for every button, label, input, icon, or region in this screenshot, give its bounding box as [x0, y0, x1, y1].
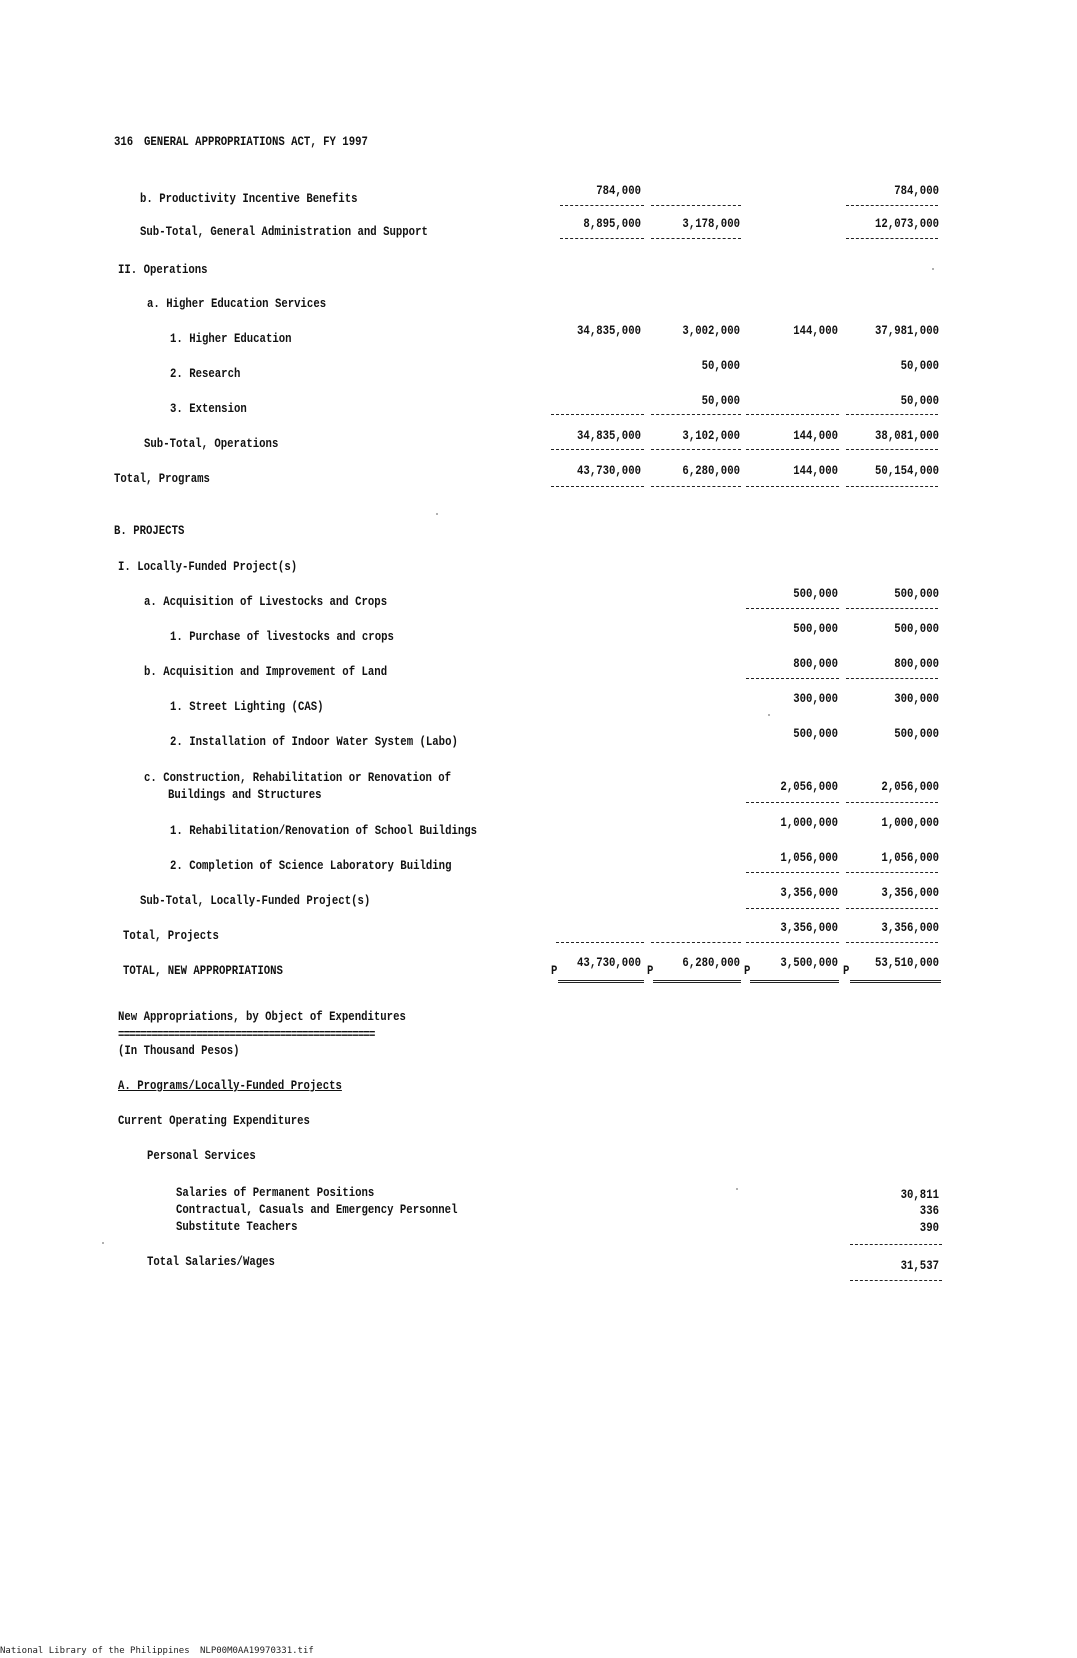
cell-value: 1,056,000 [780, 850, 838, 865]
rule [846, 414, 938, 415]
cell-value: 800,000 [793, 656, 838, 671]
cell-value: 300,000 [793, 691, 838, 706]
row-label: b. Productivity Incentive Benefits [140, 191, 358, 206]
cell-value: 34,835,000 [577, 428, 641, 443]
rule [556, 942, 644, 943]
double-rule [850, 980, 941, 983]
section-label: Current Operating Expenditures [118, 1113, 310, 1128]
cell-value: 43,730,000 [577, 463, 641, 478]
scan-speck [932, 268, 934, 270]
rule [746, 872, 839, 873]
scan-speck [102, 1242, 104, 1244]
cell-value: 144,000 [793, 323, 838, 338]
scan-speck [736, 1188, 738, 1190]
cell-value: 500,000 [793, 726, 838, 741]
cell-value: 6,280,000 [682, 955, 740, 970]
cell-value: 500,000 [894, 726, 939, 741]
rule [746, 449, 839, 450]
rule [846, 486, 938, 487]
cell-value: 784,000 [894, 183, 939, 198]
heading-underline: ============================================== [118, 1027, 375, 1042]
cell-value: 300,000 [894, 691, 939, 706]
rule [551, 414, 644, 415]
cell-value: 800,000 [894, 656, 939, 671]
cell-value: 43,730,000 [577, 955, 641, 970]
row-label: Sub-Total, Operations [144, 436, 279, 451]
cell-value: 3,002,000 [682, 323, 740, 338]
row-label: Sub-Total, Locally-Funded Project(s) [140, 893, 371, 908]
cell-value: 144,000 [793, 463, 838, 478]
row-label: 2. Research [170, 366, 241, 381]
cell-value: 3,356,000 [780, 885, 838, 900]
rule [651, 449, 741, 450]
rule [651, 238, 741, 239]
rule [850, 1280, 942, 1281]
cell-value: 500,000 [793, 586, 838, 601]
rule [651, 414, 741, 415]
rule [846, 238, 938, 239]
cell-value: 12,073,000 [875, 216, 939, 231]
rule [560, 238, 644, 239]
cell-value: 3,500,000 [780, 955, 838, 970]
row-label: 1. Rehabilitation/Renovation of School Buildings [170, 823, 478, 838]
double-rule [653, 980, 741, 983]
rule [746, 942, 839, 943]
rule [746, 486, 839, 487]
rule [746, 608, 839, 609]
rule [850, 1244, 942, 1245]
rule [846, 802, 938, 803]
row-label: 2. Completion of Science Laboratory Building [170, 858, 452, 873]
rule [846, 942, 938, 943]
section-label: a. Higher Education Services [147, 296, 327, 311]
rule [746, 414, 839, 415]
total-value: 31,537 [900, 1258, 939, 1273]
rule [846, 872, 938, 873]
footer-library: National Library of the Philippines [0, 1646, 190, 1656]
row-label: 1. Purchase of livestocks and crops [170, 629, 394, 644]
scan-speck [436, 513, 438, 515]
page-number: 316 [114, 134, 134, 149]
section-label: I. Locally-Funded Project(s) [118, 559, 298, 574]
rule [846, 205, 938, 206]
cell-value: 3,356,000 [881, 885, 939, 900]
rule [746, 802, 839, 803]
rule [651, 486, 741, 487]
cell-value: 144,000 [793, 428, 838, 443]
cell-value: 1,056,000 [881, 850, 939, 865]
rule [651, 205, 741, 206]
rule [560, 205, 644, 206]
double-rule [558, 980, 644, 983]
cell-value: 500,000 [793, 621, 838, 636]
cell-value: 50,000 [900, 358, 939, 373]
footer-file: NLP00M0AA19970331.tif [200, 1646, 314, 1656]
page-title: GENERAL APPROPRIATIONS ACT, FY 1997 [144, 134, 368, 149]
row-label: TOTAL, NEW APPROPRIATIONS [123, 963, 283, 978]
section-label: A. Programs/Locally-Funded Projects [118, 1078, 342, 1093]
row-label: 2. Installation of Indoor Water System (Labo) [170, 734, 458, 749]
cell-value: 1,000,000 [881, 815, 939, 830]
unit-label: (In Thousand Pesos) [118, 1043, 240, 1058]
object-item-value: 30,811 [900, 1187, 939, 1202]
object-item-label: Contractual, Casuals and Emergency Personnel [176, 1202, 458, 1217]
row-label: b. Acquisition and Improvement of Land [144, 664, 388, 679]
rule [651, 942, 741, 943]
cell-value: 784,000 [596, 183, 641, 198]
cell-value: 34,835,000 [577, 323, 641, 338]
object-item-label: Salaries of Permanent Positions [176, 1185, 375, 1200]
rule [551, 449, 644, 450]
rule [746, 908, 839, 909]
row-label: Total Salaries/Wages [147, 1254, 275, 1269]
cell-value: 53,510,000 [875, 955, 939, 970]
rule [746, 678, 839, 679]
object-item-value: 390 [919, 1220, 939, 1235]
peso-sign: P [647, 963, 654, 978]
row-label: Buildings and Structures [168, 787, 322, 802]
row-label: Total, Programs [114, 471, 210, 486]
cell-value: 50,000 [701, 393, 740, 408]
cell-value: 37,981,000 [875, 323, 939, 338]
cell-value: 3,356,000 [881, 920, 939, 935]
rule [846, 678, 938, 679]
cell-value: 50,000 [701, 358, 740, 373]
row-label: a. Acquisition of Livestocks and Crops [144, 594, 388, 609]
cell-value: 50,154,000 [875, 463, 939, 478]
cell-value: 500,000 [894, 586, 939, 601]
cell-value: 3,356,000 [780, 920, 838, 935]
cell-value: 3,178,000 [682, 216, 740, 231]
section-label: B. PROJECTS [114, 523, 185, 538]
object-heading: New Appropriations, by Object of Expenditures [118, 1009, 406, 1024]
section-label: II. Operations [118, 262, 208, 277]
row-label: Sub-Total, General Administration and Support [140, 224, 428, 239]
double-rule [750, 980, 839, 983]
cell-value: 1,000,000 [780, 815, 838, 830]
rule [846, 449, 938, 450]
row-label: 1. Higher Education [170, 331, 292, 346]
row-label: 1. Street Lighting (CAS) [170, 699, 324, 714]
peso-sign: P [843, 963, 850, 978]
rule [551, 486, 644, 487]
cell-value: 3,102,000 [682, 428, 740, 443]
section-label: Personal Services [147, 1148, 256, 1163]
row-label: Total, Projects [123, 928, 219, 943]
rule [846, 908, 938, 909]
rule [846, 608, 938, 609]
peso-sign: P [551, 963, 558, 978]
cell-value: 8,895,000 [583, 216, 641, 231]
row-label: 3. Extension [170, 401, 247, 416]
object-item-label: Substitute Teachers [176, 1219, 298, 1234]
row-label: c. Construction, Rehabilitation or Renovation of [144, 770, 452, 785]
cell-value: 500,000 [894, 621, 939, 636]
object-item-value: 336 [919, 1203, 939, 1218]
cell-value: 6,280,000 [682, 463, 740, 478]
cell-value: 2,056,000 [780, 779, 838, 794]
cell-value: 38,081,000 [875, 428, 939, 443]
scan-speck [768, 714, 770, 716]
cell-value: 2,056,000 [881, 779, 939, 794]
cell-value: 50,000 [900, 393, 939, 408]
peso-sign: P [744, 963, 751, 978]
